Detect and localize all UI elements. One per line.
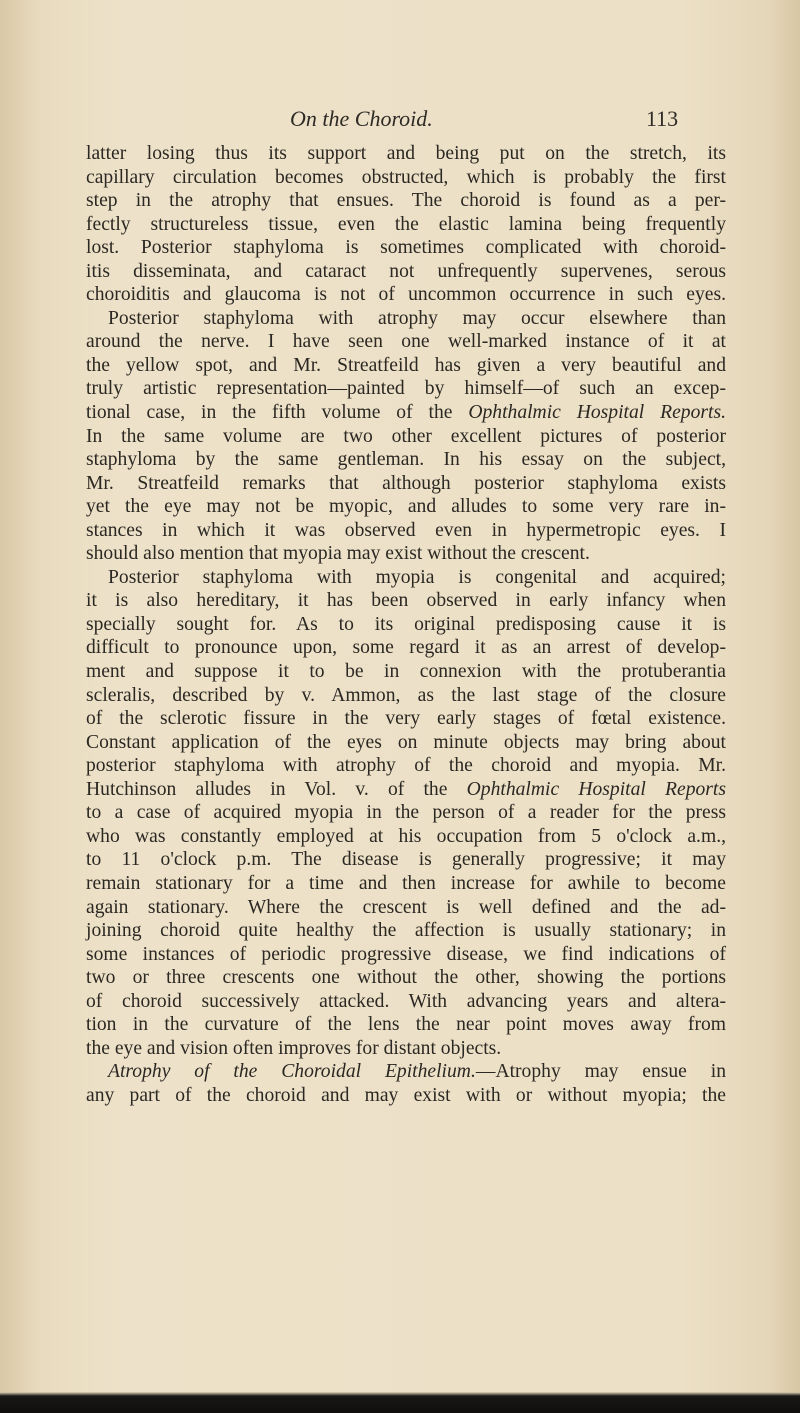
- text-line: Mr. Streatfeild remarks that although posterior staphyloma exists: [86, 472, 726, 494]
- reports-title: Ophthalmic Hospital Reports.: [468, 402, 726, 424]
- text-line: two or three crescents one without the other, showing the portions: [86, 967, 726, 989]
- text-line: Posterior staphyloma with myopia is congenital and acquired;: [108, 566, 726, 588]
- text-line: of the sclerotic fissure in the very early stages of fœtal existence.: [86, 708, 726, 730]
- text-line: again stationary. Where the crescent is well defined and the ad-: [86, 896, 726, 918]
- text-line: itis disseminata, and cataract not unfrequently supervenes, serous: [86, 260, 726, 282]
- text-line: some instances of periodic progressive disease, we find indications of: [86, 943, 726, 965]
- text-line: it is also hereditary, it has been observed in early infancy when: [86, 590, 726, 612]
- text-line: joining choroid quite healthy the affection is usually stationary; in: [86, 920, 726, 942]
- text-line: the yellow spot, and Mr. Streatfeild has given a very beautiful and: [86, 354, 726, 376]
- text-line: difficult to pronounce upon, some regard it as an arrest of develop-: [86, 637, 726, 659]
- text-line: Posterior staphyloma with atrophy may occur elsewhere than: [108, 307, 726, 329]
- text-line: [86, 778, 726, 802]
- text-line: ment and suppose it to be in connexion with the protuberantia: [86, 661, 726, 683]
- text-line: In the same volume are two other excellent pictures of posterior: [86, 425, 726, 447]
- text-line: of choroid successively attacked. With advancing years and altera-: [86, 990, 726, 1012]
- text-segment: Hutchinson alludes in Vol. v. of the: [86, 778, 467, 800]
- text-line: should also mention that myopia may exist without the crescent.: [86, 543, 590, 565]
- text-line: specially sought for. As to its original predisposing cause it is: [86, 613, 726, 635]
- text-line: who was constantly employed at his occupation from 5 o'clock a.m.,: [86, 825, 726, 847]
- text-line: choroiditis and glaucoma is not of uncommon occurrence in such eyes.: [86, 284, 726, 306]
- text-line: to a case of acquired myopia in the person of a reader for the press: [86, 802, 726, 824]
- text-line: around the nerve. I have seen one well-marked instance of it at: [86, 331, 726, 353]
- text-line: the eye and vision often improves for distant objects.: [86, 1037, 502, 1059]
- text-line: stances in which it was observed even in hypermetropic eyes. I: [86, 519, 726, 541]
- text-line: tion in the curvature of the lens the near point moves away from: [86, 1014, 726, 1036]
- text-line: truly artistic representation—painted by himself—of such an excep-: [86, 378, 726, 400]
- text-line: [86, 1060, 726, 1084]
- text-line: posterior staphyloma with atrophy of the choroid and myopia. Mr.: [86, 755, 726, 777]
- scan-edge-shadow: [0, 1392, 800, 1413]
- text-segment: —Atrophy may ensue in: [475, 1061, 726, 1083]
- text-line: staphyloma by the same gentleman. In his essay on the subject,: [86, 449, 726, 471]
- running-title: On the Choroid.: [290, 106, 433, 131]
- text-line: scleralis, described by v. Ammon, as the last stage of the closure: [86, 684, 726, 706]
- text-line: any part of the choroid and may exist with or without myopia; the: [86, 1084, 726, 1106]
- page-header: [0, 106, 800, 136]
- reports-title: Ophthalmic Hospital Reports: [466, 778, 727, 800]
- text-line: [86, 401, 726, 425]
- text-line: remain stationary for a time and then increase for awhile to become: [86, 872, 726, 894]
- text-line: fectly structureless tissue, even the elastic lamina being frequently: [86, 213, 726, 235]
- page-number: 113: [646, 106, 679, 131]
- section-heading: Atrophy of the Choroidal Epithelium.: [108, 1061, 476, 1083]
- body-text: [86, 142, 726, 1107]
- text-line: to 11 o'clock p.m. The disease is generally progressive; it may: [86, 849, 726, 871]
- text-segment: tional case, in the fifth volume of the: [86, 402, 469, 424]
- text-line: step in the atrophy that ensues. The choroid is found as a per-: [86, 190, 726, 212]
- text-line: capillary circulation becomes obstructed, which is probably the first: [86, 166, 726, 188]
- text-line: Constant application of the eyes on minute objects may bring about: [86, 731, 726, 753]
- text-line: latter losing thus its support and being put on the stretch, its: [86, 143, 726, 164]
- text-line: yet the eye may not be myopic, and alludes to some very rare in-: [86, 496, 726, 518]
- text-line: lost. Posterior staphyloma is sometimes complicated with choroid-: [86, 237, 726, 259]
